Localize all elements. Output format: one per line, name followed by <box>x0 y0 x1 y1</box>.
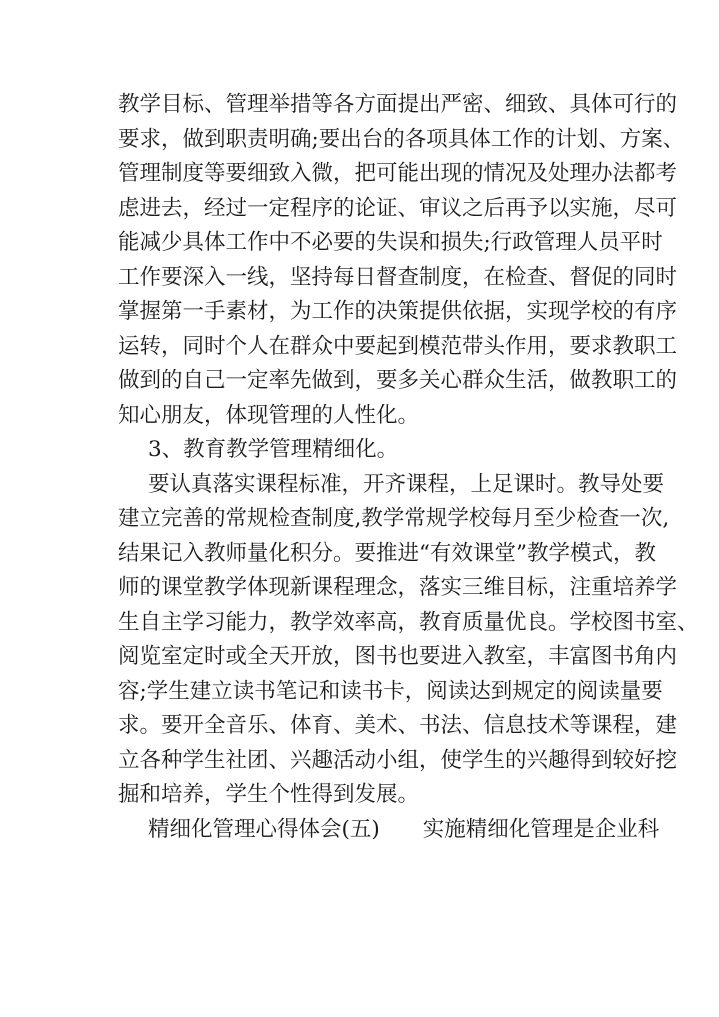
paragraph-2 <box>118 468 699 813</box>
text-line: 求。要开全音乐、体育、美术、书法、信息技术等课程，建 <box>118 713 678 738</box>
paragraph-1 <box>118 88 685 433</box>
text-line: 师的课堂教学体现新课程理念，落实三维目标，注重培养学 <box>118 575 678 600</box>
text-line: 能减少具体工作中不必要的失误和损失;行政管理人员平时 <box>118 230 663 255</box>
text-line: 建立完善的常规检查制度,教学常规学校每月至少检查一次, <box>118 506 670 531</box>
text-line: 教学目标、管理举措等各方面提出严密、细致、具体可行的 <box>118 92 678 117</box>
document-body <box>118 88 699 847</box>
text-line: 做到的自己一定率先做到，要多关心群众生活，做教职工的 <box>118 368 678 393</box>
paragraph-3: 精细化管理心得体会(五) 实施精细化管理是企业科 <box>148 816 660 842</box>
section-heading: 3、教育教学管理精细化。 <box>148 437 399 462</box>
text-line: 工作要深入一线，坚持每日督查制度，在检查、督促的同时 <box>118 264 678 290</box>
text-line: 立各种学生社团、兴趣活动小组，使学生的兴趣得到较好挖 <box>118 747 678 773</box>
text-line: 管理制度等要细致入微，把可能出现的情况及处理办法都考 <box>118 161 678 186</box>
text-line: 生自主学习能力，教学效率高，教育质量优良。学校图书室、 <box>118 609 699 635</box>
text-line: 掌握第一手素材，为工作的决策提供依据，实现学校的有序 <box>118 299 678 324</box>
text-line: 结果记入教师量化积分。要推进“有效课堂”教学模式，教 <box>118 540 656 566</box>
text-line: 知心朋友，体现管理的人性化。 <box>118 402 420 428</box>
text-line: 阅览室定时或全天开放，图书也要进入教室，丰富图书角内 <box>118 644 678 669</box>
text-line: 虑进去，经过一定程序的论证、审议之后再予以实施，尽可 <box>118 195 678 221</box>
text-line: 运转，同时个人在群众中要起到模范带头作用，要求教职工 <box>118 333 678 359</box>
text-line: 要认真落实课程标准，开齐课程，上足课时。教导处要 <box>148 471 665 497</box>
text-line: 容;学生建立读书笔记和读书卡，阅读达到规定的阅读量要 <box>118 678 663 704</box>
text-line: 掘和培养，学生个性得到发展。 <box>118 782 420 807</box>
text-line: 要求，做到职责明确;要出台的各项具体工作的计划、方案、 <box>118 126 685 152</box>
